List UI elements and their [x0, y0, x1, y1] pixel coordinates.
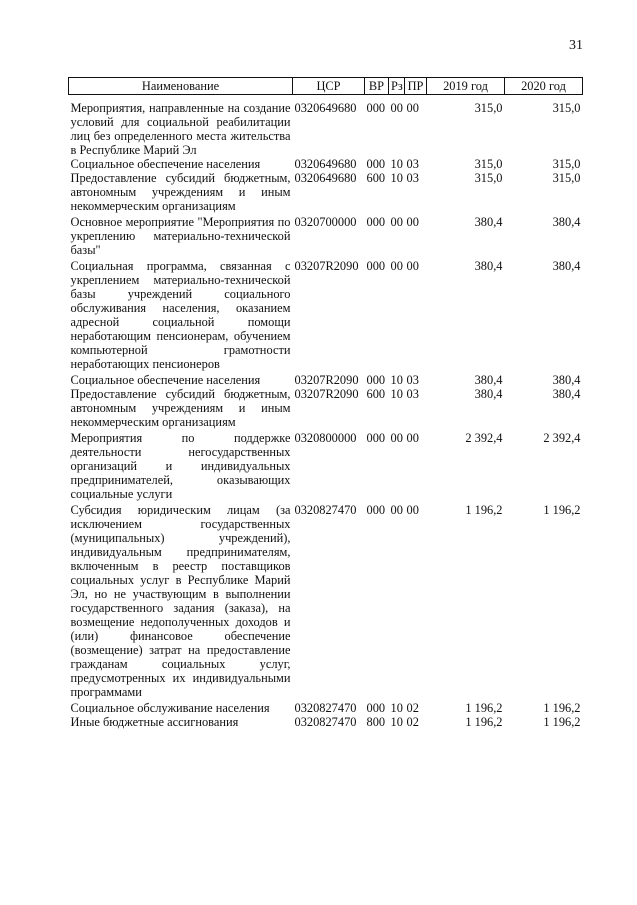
row-2020: 1 196,2 [543, 503, 581, 517]
row-rz: 10 [390, 373, 403, 387]
table-row [69, 371, 583, 387]
row-rz: 10 [390, 171, 403, 185]
row-name: Мероприятия, направленные на создание условий для социальной реабилитации лиц без определенного места жительства в Республике Марий Эл [70, 101, 291, 157]
row-pr: 00 [406, 431, 419, 445]
row-csr: 0320800000 [294, 431, 357, 445]
row-2020: 1 196,2 [543, 701, 581, 715]
row-name: Мероприятия по поддержке деятельности негосударственных организаций и индивидуальных предпринимателей, оказывающих социальные услуги [70, 431, 291, 501]
row-csr: 0320649680 [294, 171, 357, 185]
row-vr: 000 [366, 157, 386, 171]
row-2019: 315,0 [474, 171, 503, 185]
row-csr: 03207R2090 [294, 259, 359, 273]
row-pr: 00 [406, 101, 419, 115]
row-name: Предоставление субсидий бюджетным, автономным учреждениям и иным некоммерческим организациям [70, 171, 291, 213]
row-rz: 10 [390, 387, 403, 401]
row-pr: 03 [406, 157, 419, 171]
header-rz: Рз [389, 78, 405, 95]
row-2019: 2 392,4 [465, 431, 503, 445]
row-csr: 0320827470 [294, 503, 357, 517]
row-name: Субсидия юридическим лицам (за исключением государственных (муниципальных) учреждений), индивидуальным предпринимателям, включенным в реестр поставщиков социальных услуг в Республике Марий Эл, но не участвующим в выполнении государственного задания (заказа), на возмещение недополученных доходов и (или) финансовое обеспечение (возмещение) затрат на предоставление гражданам социальных услуг, предусмотренных их индивидуальными программами [70, 503, 291, 699]
table-row [69, 429, 583, 501]
row-name: Социальная программа, связанная с укреплением материально-технической базы учреждений социального обслуживания населения, оказанием адресной социальной помощи неработающим пенсионерам, обучением компьютерной грамотности неработающих пенсионеров [70, 259, 291, 371]
table-row [69, 171, 583, 213]
row-csr: 0320700000 [294, 215, 357, 229]
row-name: Основное мероприятие "Мероприятия по укреплению материально-технической базы" [70, 215, 291, 257]
row-2019: 380,4 [474, 373, 503, 387]
table-row [69, 95, 583, 158]
row-name: Предоставление субсидий бюджетным, автономным учреждениям и иным некоммерческим организациям [70, 387, 291, 429]
row-2019: 380,4 [474, 387, 503, 401]
table-header-row [69, 78, 583, 95]
table-row [69, 501, 583, 699]
row-name: Социальное обслуживание населения [70, 701, 270, 715]
row-rz: 10 [390, 701, 403, 715]
row-rz: 00 [390, 215, 403, 229]
row-2019: 315,0 [474, 101, 503, 115]
row-vr: 600 [366, 171, 386, 185]
row-2020: 2 392,4 [543, 431, 581, 445]
row-rz: 00 [390, 101, 403, 115]
row-csr: 0320649680 [294, 157, 357, 171]
row-vr: 000 [366, 701, 386, 715]
header-2019: 2019 год [427, 78, 505, 95]
row-2019: 1 196,2 [465, 701, 503, 715]
row-csr: 0320827470 [294, 715, 357, 729]
table-row [69, 257, 583, 371]
row-rz: 00 [390, 259, 403, 273]
row-pr: 03 [406, 387, 419, 401]
row-2019: 380,4 [474, 215, 503, 229]
row-2020: 1 196,2 [543, 715, 581, 729]
row-2020: 315,0 [552, 171, 581, 185]
header-pr: ПР [405, 78, 427, 95]
header-vr: ВР [365, 78, 389, 95]
table-row [69, 213, 583, 257]
header-name: Наименование [69, 78, 293, 95]
table-row [69, 387, 583, 429]
row-rz: 00 [390, 431, 403, 445]
row-pr: 03 [406, 373, 419, 387]
row-vr: 800 [366, 715, 386, 729]
row-name: Социальное обеспечение населения [70, 373, 261, 387]
row-vr: 000 [366, 503, 386, 517]
row-2020: 380,4 [552, 215, 581, 229]
row-pr: 00 [406, 259, 419, 273]
row-pr: 00 [406, 503, 419, 517]
row-2019: 1 196,2 [465, 503, 503, 517]
table-row [69, 699, 583, 715]
row-pr: 03 [406, 171, 419, 185]
row-vr: 000 [366, 101, 386, 115]
row-vr: 000 [366, 215, 386, 229]
row-csr: 0320649680 [294, 101, 357, 115]
row-name: Иные бюджетные ассигнования [70, 715, 239, 729]
page-number: 31 [569, 38, 583, 53]
header-csr: ЦСР [293, 78, 365, 95]
table-row [69, 157, 583, 171]
row-2020: 315,0 [552, 101, 581, 115]
row-rz: 10 [390, 157, 403, 171]
row-vr: 000 [366, 373, 386, 387]
row-vr: 000 [366, 259, 386, 273]
row-2020: 315,0 [552, 157, 581, 171]
row-csr: 03207R2090 [294, 373, 359, 387]
row-name: Социальное обеспечение населения [70, 157, 261, 171]
row-pr: 02 [406, 701, 419, 715]
header-2020: 2020 год [505, 78, 583, 95]
row-2020: 380,4 [552, 387, 581, 401]
row-2020: 380,4 [552, 259, 581, 273]
row-csr: 03207R2090 [294, 387, 359, 401]
row-csr: 0320827470 [294, 701, 357, 715]
table-row [69, 715, 583, 729]
row-vr: 000 [366, 431, 386, 445]
row-rz: 10 [390, 715, 403, 729]
row-2019: 1 196,2 [465, 715, 503, 729]
budget-table [68, 77, 583, 729]
row-pr: 02 [406, 715, 419, 729]
row-2020: 380,4 [552, 373, 581, 387]
row-vr: 600 [366, 387, 386, 401]
row-2019: 315,0 [474, 157, 503, 171]
row-rz: 00 [390, 503, 403, 517]
row-pr: 00 [406, 215, 419, 229]
row-2019: 380,4 [474, 259, 503, 273]
